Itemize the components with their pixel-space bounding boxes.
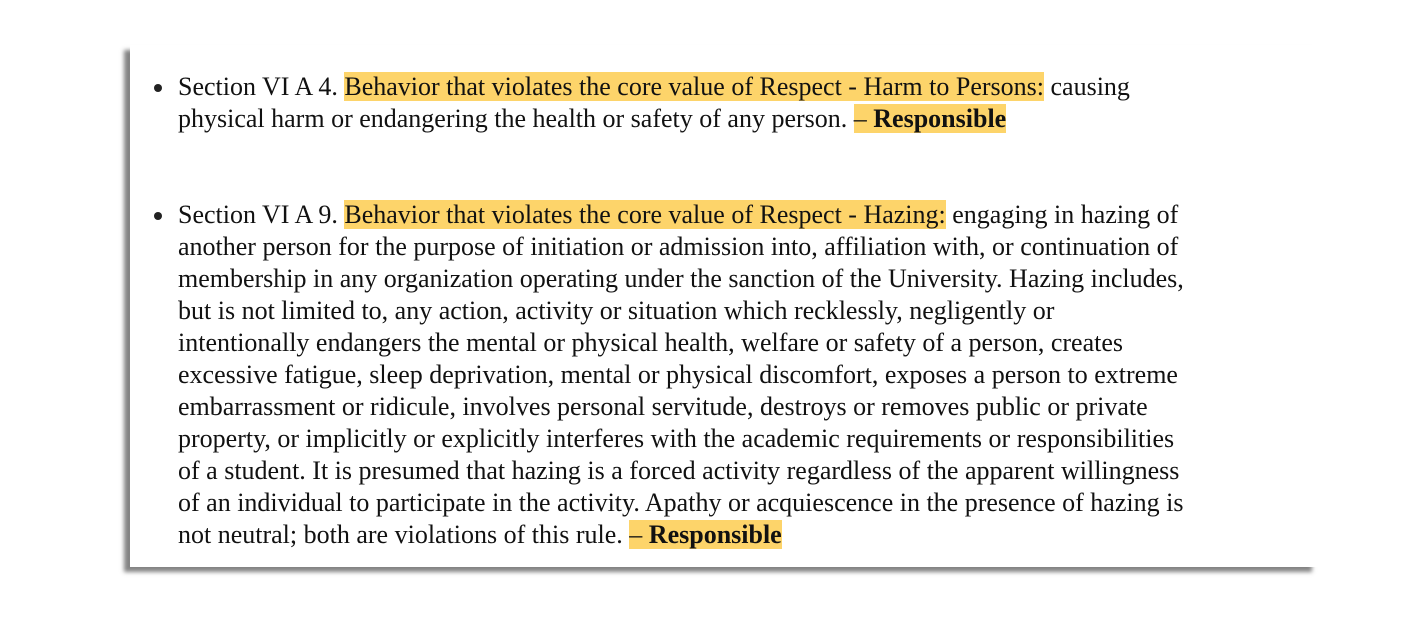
- text-segment: intentionally endangers the mental or physical health, welfare or safety of a person, creates: [178, 328, 1124, 357]
- text-line: [178, 295, 1318, 327]
- text-segment: of a student. It is presumed that hazing is a forced activity regardless of the apparent willingness: [178, 456, 1180, 485]
- text-segment: excessive fatigue, sleep deprivation, mental or physical discomfort, exposes a person to extreme: [178, 360, 1178, 389]
- text-line: [178, 103, 1318, 135]
- text-line: [178, 519, 1318, 551]
- text-segment: property, or implicitly or explicitly interferes with the academic requirements or responsibilities: [178, 424, 1175, 453]
- text-segment: not neutral; both are violations of this rule.: [178, 520, 630, 549]
- verdict-label: Responsible: [648, 520, 782, 549]
- list-item-section-vi-a-4: [178, 71, 1318, 135]
- text-segment: causing: [1044, 72, 1130, 101]
- highlighted-text: Behavior that violates the core value of Respect - Hazing:: [344, 200, 946, 229]
- text-line: [178, 327, 1318, 359]
- text-segment: embarrassment or ridicule, involves personal servitude, destroys or removes public or private: [178, 392, 1148, 421]
- text-segment: another person for the purpose of initiation or admission into, affiliation with, or continuation of: [178, 232, 1179, 261]
- text-line: [178, 455, 1318, 487]
- bullet-icon: [154, 212, 162, 220]
- text-segment: physical harm or endangering the health or safety of any person.: [178, 104, 854, 133]
- bullet-icon: [154, 84, 162, 92]
- text-line: [178, 487, 1318, 519]
- text-segment: of an individual to participate in the activity. Apathy or acquiescence in the presence of hazing is: [178, 488, 1184, 517]
- text-line: [178, 199, 1318, 231]
- document-page: [130, 45, 1318, 567]
- text-segment: but is not limited to, any action, activity or situation which recklessly, negligently or: [178, 296, 1055, 325]
- highlighted-text: Behavior that violates the core value of Respect - Harm to Persons:: [344, 72, 1044, 101]
- text-line: [178, 391, 1318, 423]
- text-line: [178, 359, 1318, 391]
- text-segment: Section VI A 4.: [178, 72, 345, 101]
- text-line: [178, 423, 1318, 455]
- verdict-label: Responsible: [873, 104, 1007, 133]
- text-line: [178, 71, 1318, 103]
- text-segment: membership in any organization operating under the sanction of the University. Hazing includes,: [178, 264, 1184, 293]
- list-item-section-vi-a-9: [178, 199, 1318, 551]
- text-segment: engaging in hazing of: [945, 200, 1179, 229]
- text-line: [178, 231, 1318, 263]
- highlighted-text: –: [629, 520, 649, 549]
- highlighted-text: –: [853, 104, 874, 133]
- text-segment: Section VI A 9.: [178, 200, 345, 229]
- text-line: [178, 263, 1318, 295]
